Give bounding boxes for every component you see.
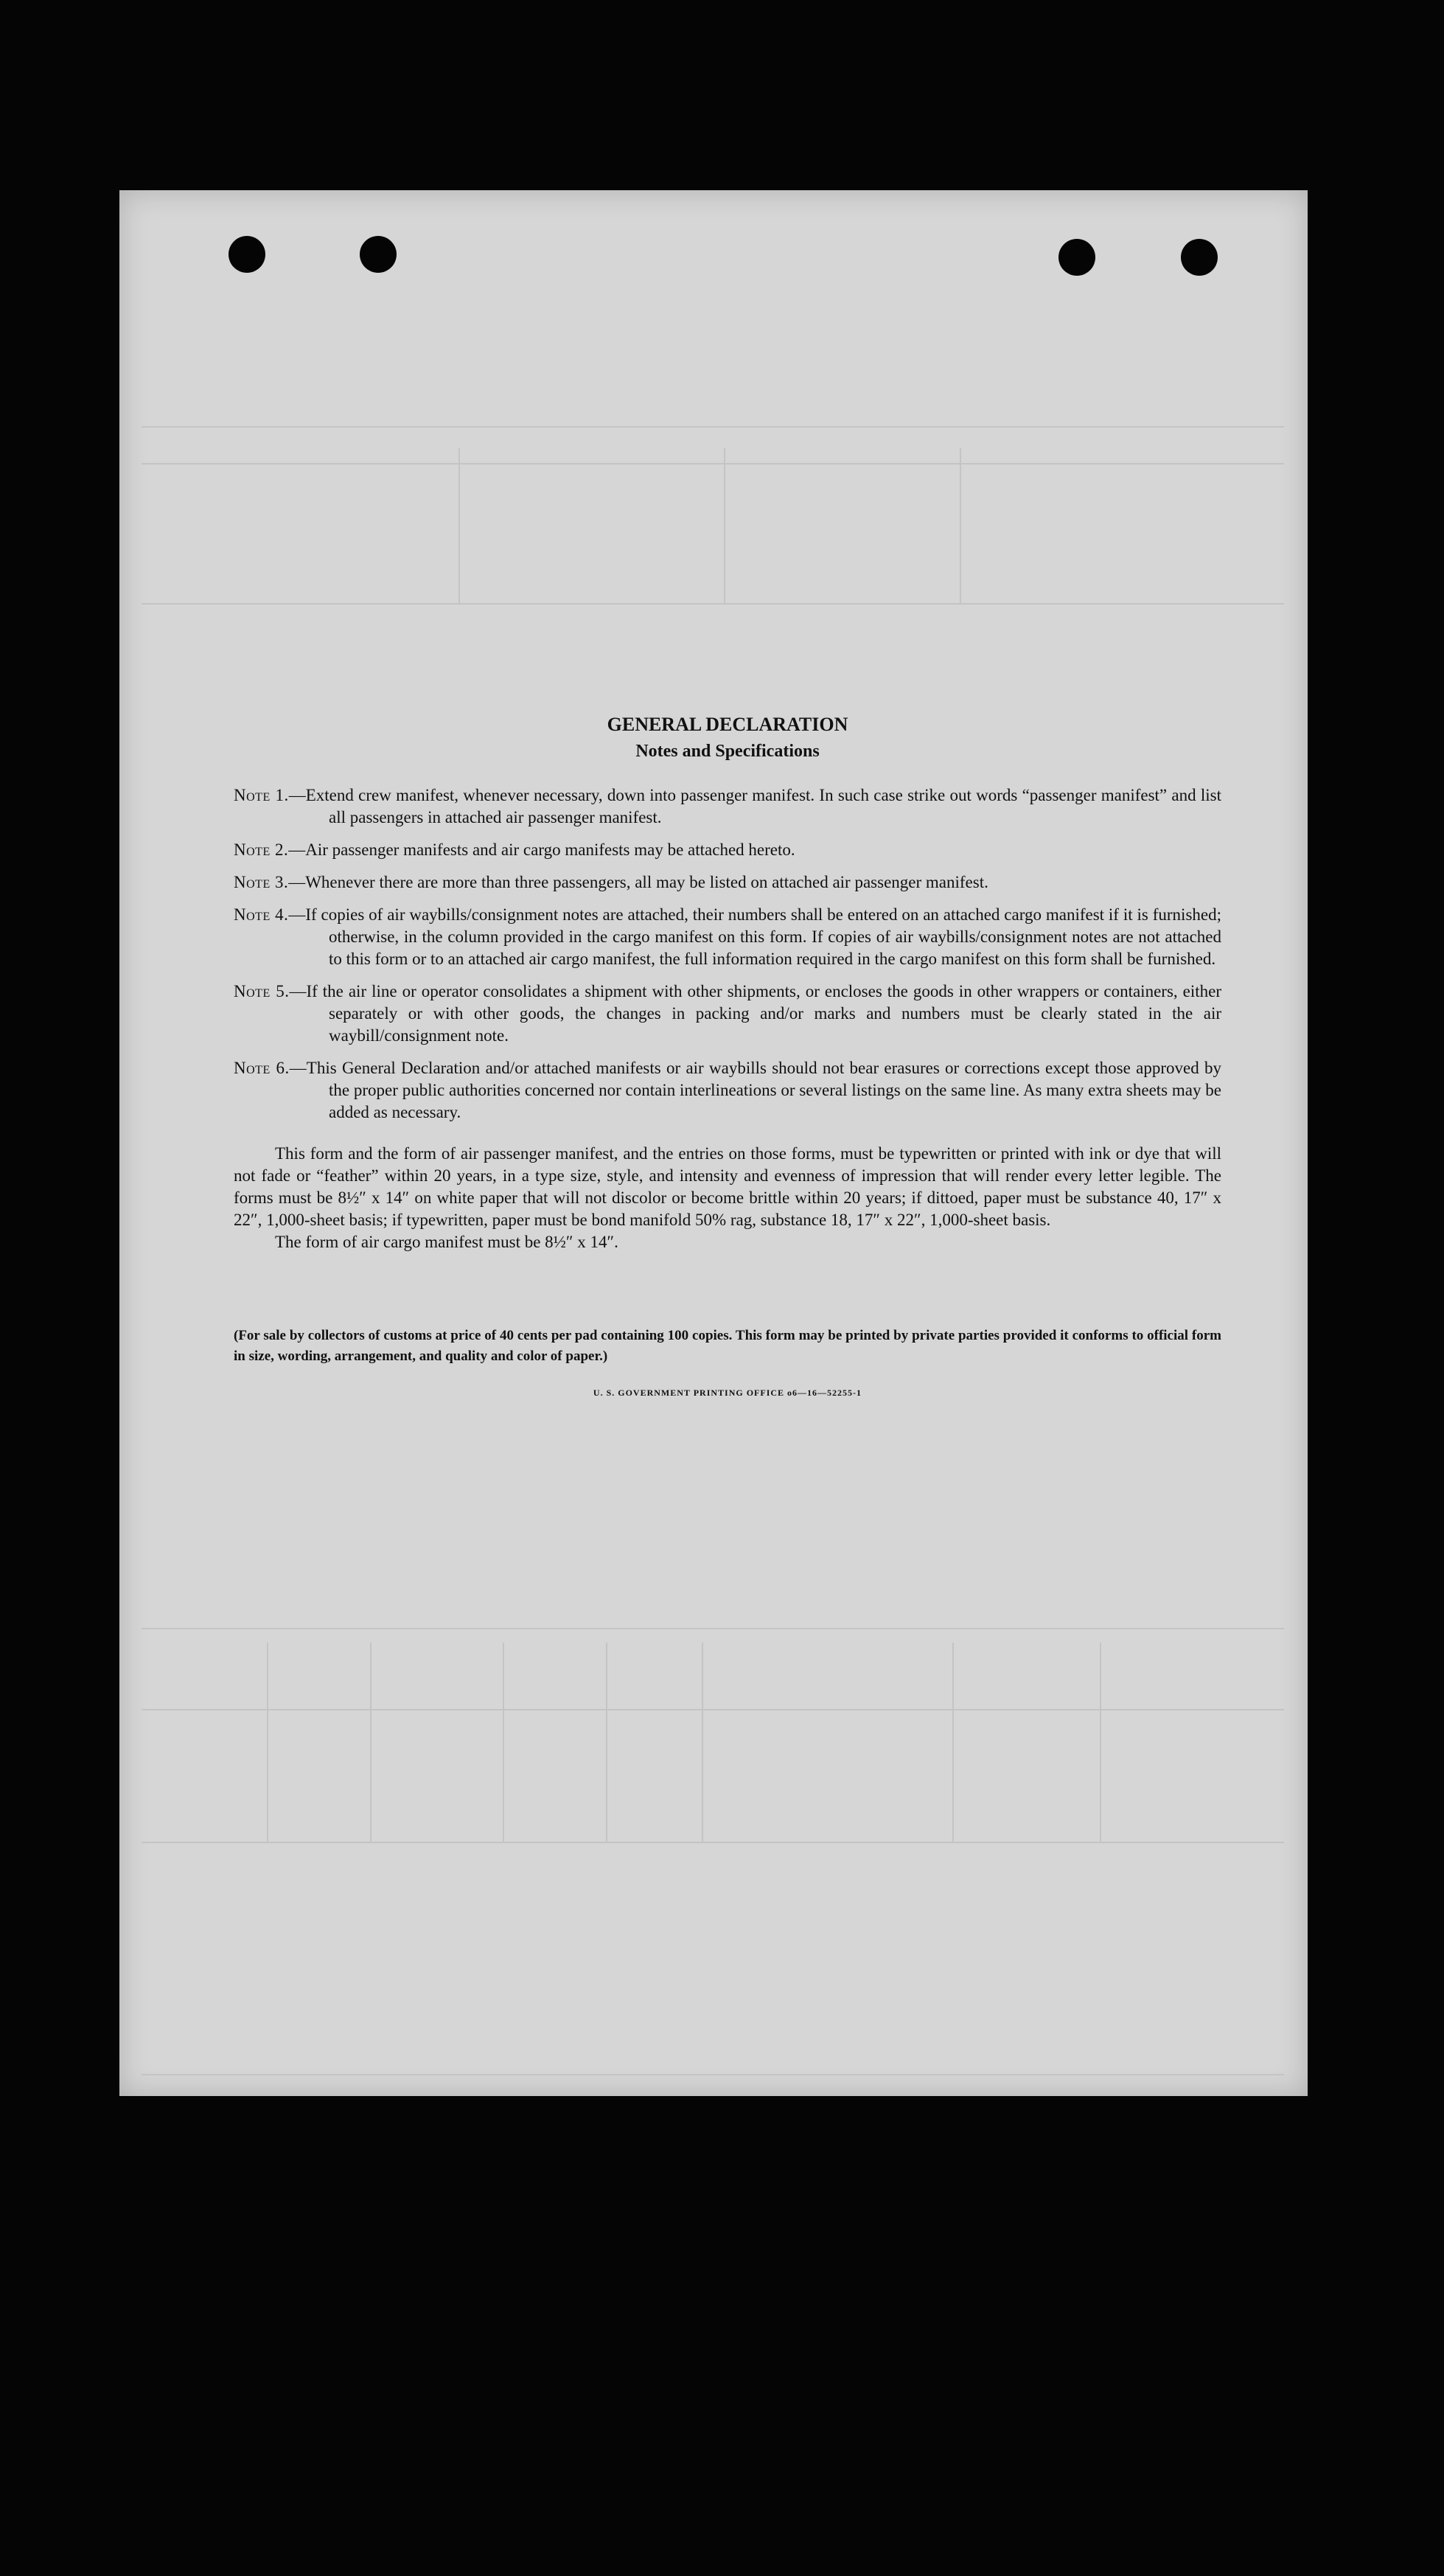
- note-text: —Extend crew manifest, whenever necessary, down into passenger manifest. In such case strike out words “passenger manifest” and list all passengers in attached air passenger manifest.: [288, 786, 1221, 826]
- bleed-through-rule: [606, 1643, 607, 1842]
- bleed-through-rule: [142, 426, 1284, 428]
- note-text: —Air passenger manifests and air cargo manifests may be attached hereto.: [288, 840, 795, 859]
- note-5: [234, 981, 1221, 1047]
- note-text: —Whenever there are more than three passengers, all may be listed on attached air passenger manifest.: [288, 873, 988, 891]
- bleed-through-rule: [142, 463, 1284, 464]
- specification-paragraph: This form and the form of air passenger manifest, and the entries on those forms, must be typewritten or printed with ink or dye that will not fade or “feather” within 20 years, in a type size, style, and intensity and evenness of impression that will render every letter legible. The forms must be 8½″ x 14″ on white paper that will not discolor or become brittle within 20 years; if dittoed, paper must be substance 40, 17″ x 22″, 1,000-sheet basis; if typewritten, paper must be bond manifold 50% rag, substance 18, 17″ x 22″, 1,000-sheet basis.: [234, 1144, 1221, 1229]
- bleed-through-rule: [267, 1643, 268, 1842]
- note-label: Note 4.: [234, 905, 289, 924]
- bleed-through-rule: [702, 1643, 703, 1842]
- note-label: Note 5.: [234, 982, 290, 1000]
- bleed-through-rule: [142, 1842, 1284, 1843]
- punch-hole: [1181, 239, 1218, 276]
- printer-line: U. S. GOVERNMENT PRINTING OFFICE o6—16—52255-1: [593, 1388, 862, 1398]
- note-label: Note 6.: [234, 1059, 290, 1077]
- bleed-through-rule: [142, 1628, 1284, 1629]
- punch-hole: [360, 236, 397, 273]
- note-text: —If the air line or operator consolidates a shipment with other shipments, or encloses the goods in other wrappers or containers, either separately or with other goods, the changes in packing and/or marks and numbers must be clearly stated in the air waybill/consignment note.: [289, 982, 1221, 1045]
- punch-hole: [229, 236, 265, 273]
- bleed-through-rule: [952, 1643, 954, 1842]
- note-2: [234, 839, 1221, 861]
- note-label: Note 2.: [234, 840, 289, 859]
- document-page: [119, 190, 1308, 2096]
- note-text: —This General Declaration and/or attached manifests or air waybills should not bear erasures or corrections except those approved by the proper public authorities concerned nor contain interlineations or several listings on the same line. As many extra sheets may be added as necessary.: [289, 1059, 1222, 1121]
- bleed-through-rule: [142, 1709, 1284, 1710]
- document-title: GENERAL DECLARATION: [607, 714, 848, 735]
- punch-hole: [1058, 239, 1095, 276]
- bleed-through-rule: [1100, 1643, 1101, 1842]
- bleed-through-rule: [142, 2074, 1284, 2075]
- note-3: [234, 871, 1221, 894]
- note-6: [234, 1057, 1221, 1124]
- cargo-manifest-size: The form of air cargo manifest must be 8½″ x 14″.: [275, 1233, 618, 1251]
- note-text: —If copies of air waybills/consignment notes are attached, their numbers shall be entered on an attached cargo manifest if it is furnished; otherwise, in the column provided in the cargo manifest on this form. If copies of air waybills/consignment notes are not attached to this form or to an attached air cargo manifest, the full information required in the cargo manifest on this form shall be furnished.: [288, 905, 1221, 968]
- document-subtitle: Notes and Specifications: [635, 742, 820, 761]
- bleed-through-rule: [960, 448, 961, 603]
- note-1: [234, 784, 1221, 829]
- bleed-through-rule: [370, 1643, 372, 1842]
- note-label: Note 3.: [234, 873, 289, 891]
- notes-content: [234, 714, 1221, 1404]
- note-4: [234, 904, 1221, 970]
- sale-notice: (For sale by collectors of customs at price of 40 cents per pad containing 100 copies. This form may be printed by private parties provided it conforms to official form in size, wording, arrangement, and quality and color of paper.): [234, 1328, 1221, 1364]
- bleed-through-rule: [503, 1643, 504, 1842]
- note-label: Note 1.: [234, 786, 289, 804]
- bleed-through-rule: [724, 448, 725, 603]
- bleed-through-rule: [142, 603, 1284, 605]
- bleed-through-rule: [458, 448, 460, 603]
